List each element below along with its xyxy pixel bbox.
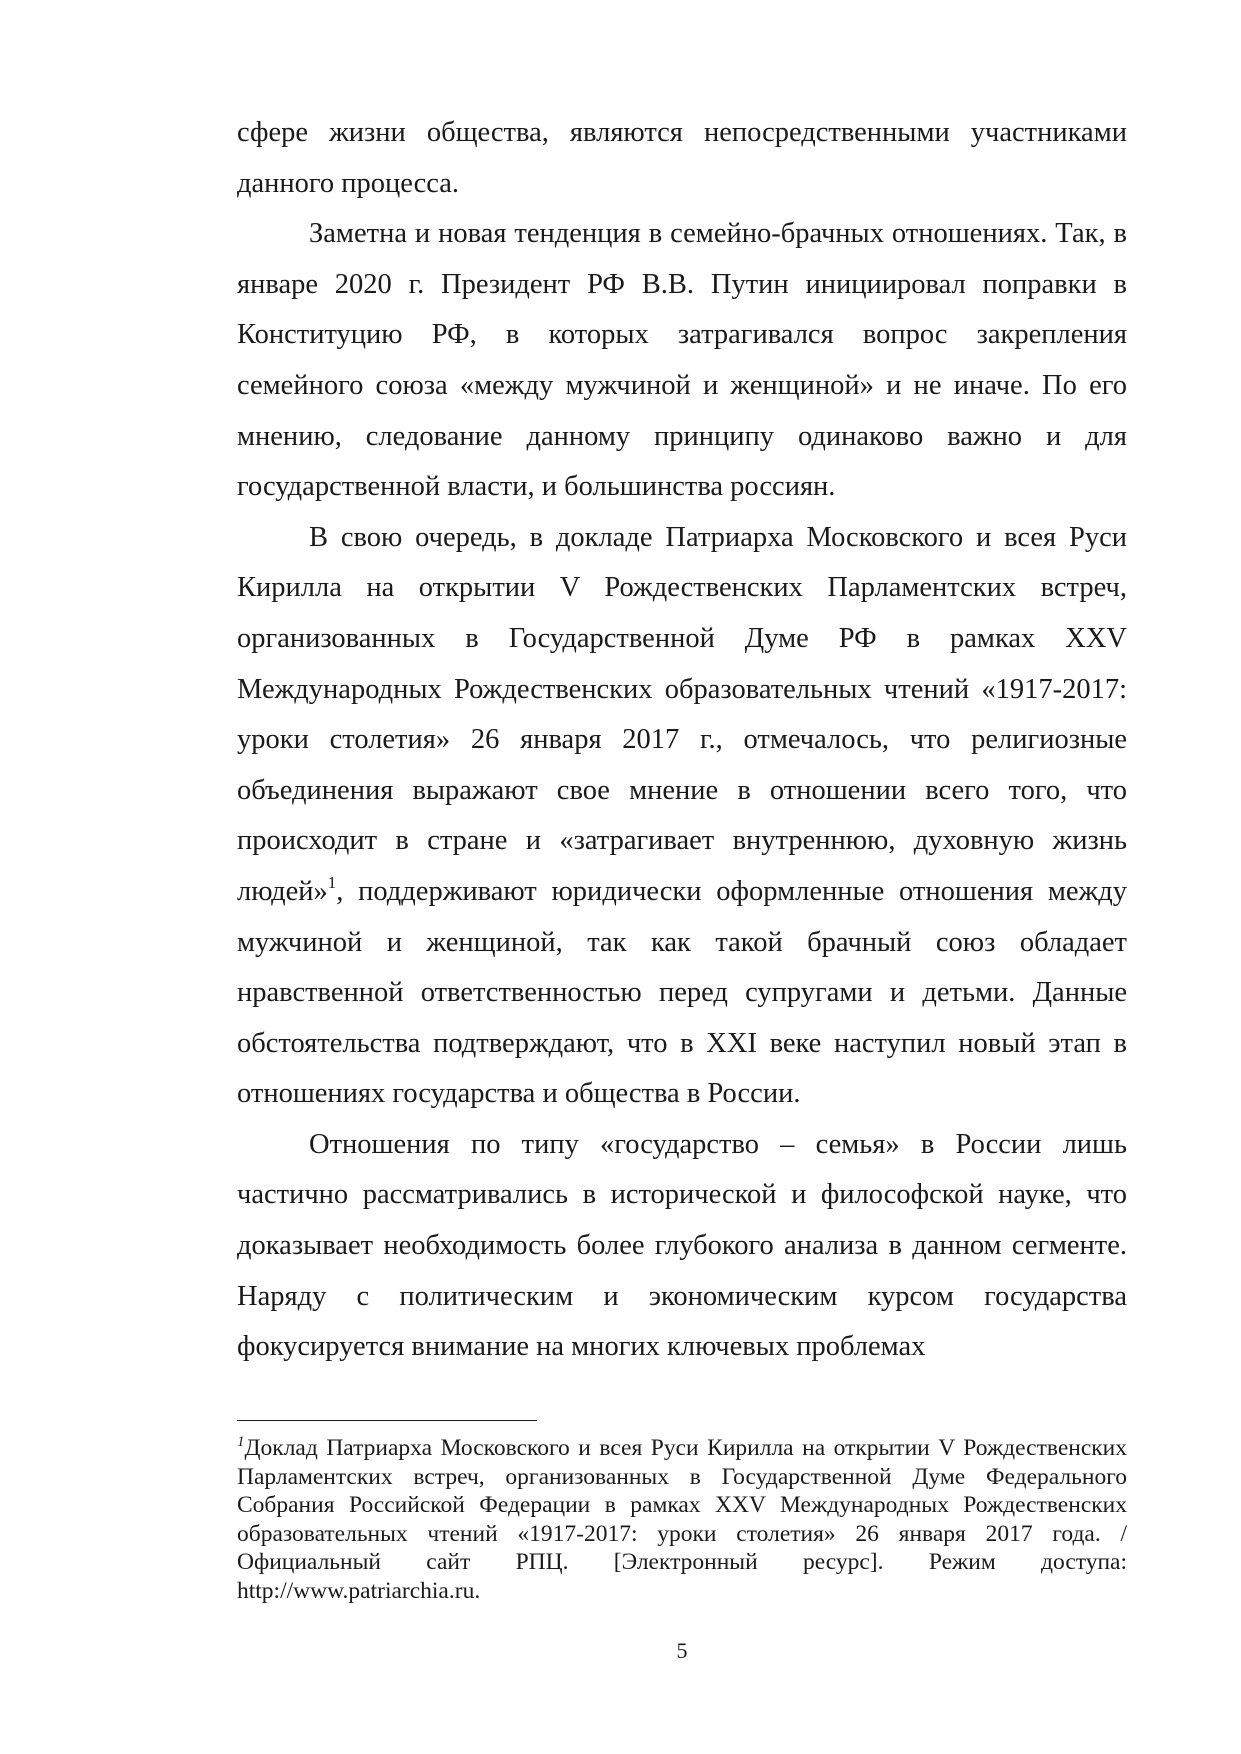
footnote-reference[interactable]: 1	[327, 872, 337, 892]
paragraph-patriarch-report-part2: , поддерживают юридически оформленные отношения между мужчиной и женщиной, так как такой брачный союз обладает нравственной ответственностью перед супругами и детьми. Данные обстоятельства подтверждают, что в XXI веке наступил новый этап в отношениях государства и общества в России.	[237, 875, 1127, 1110]
paragraph-state-family: Отношения по типу «государство – семья» в России лишь частично рассматривались в исторической и философской науке, что доказывает необходимость более глубокого анализа в данном сегменте. Наряду с политическим и экономическим курсом государства фокусируется внимание на многих ключевых проблемах	[237, 1128, 1127, 1363]
footnote-marker: 1	[237, 1434, 245, 1450]
footnote	[237, 1434, 1127, 1606]
paragraph-family-trend: Заметна и новая тенденция в семейно-брачных отношениях. Так, в январе 2020 г. Президент РФ В.В. Путин инициировал поправки в Конституцию РФ, в которых затрагивался вопрос закрепления семейного союза «между мужчиной и женщиной» и не иначе. По его мнению, следование данному принципу одинаково важно и для государственной власти, и большинства россиян.	[237, 218, 1127, 503]
footnote-text: Доклад Патриарха Московского и всея Руси Кирилла на открытии V Рождественских Парламентских встреч, организованных в Государственной Думе Федерального Собрания Российской Федерации в рамках XXV Международных Рождественских образовательных чтений «1917-2017: уроки столетия» 26 января 2017 года. / Официальный сайт РПЦ. [Электронный ресурс]. Режим доступа: http://www.patriarchia.ru.	[237, 1435, 1127, 1604]
main-text	[237, 108, 1127, 1373]
paragraph-patriarch-report	[237, 513, 1127, 1120]
page-number: 5	[676, 1638, 688, 1663]
paragraph-continuation: сфере жизни общества, являются непосредственными участниками данного процесса.	[237, 117, 1127, 199]
paragraph-patriarch-report-part1: В свою очередь, в докладе Патриарха Московского и всея Руси Кирилла на открытии V Рождественских Парламентских встреч, организованных в Государственной Думе РФ в рамках XXV Международных Рождественских образовательных чтений «1917-2017: уроки столетия» 26 января 2017 г., отмечалось, что религиозные объединения выражают свое мнение в отношении всего того, что происходит в стране и «затрагивает внутреннюю, духовную жизнь людей»	[237, 521, 1127, 907]
footnote-separator	[237, 1420, 537, 1421]
